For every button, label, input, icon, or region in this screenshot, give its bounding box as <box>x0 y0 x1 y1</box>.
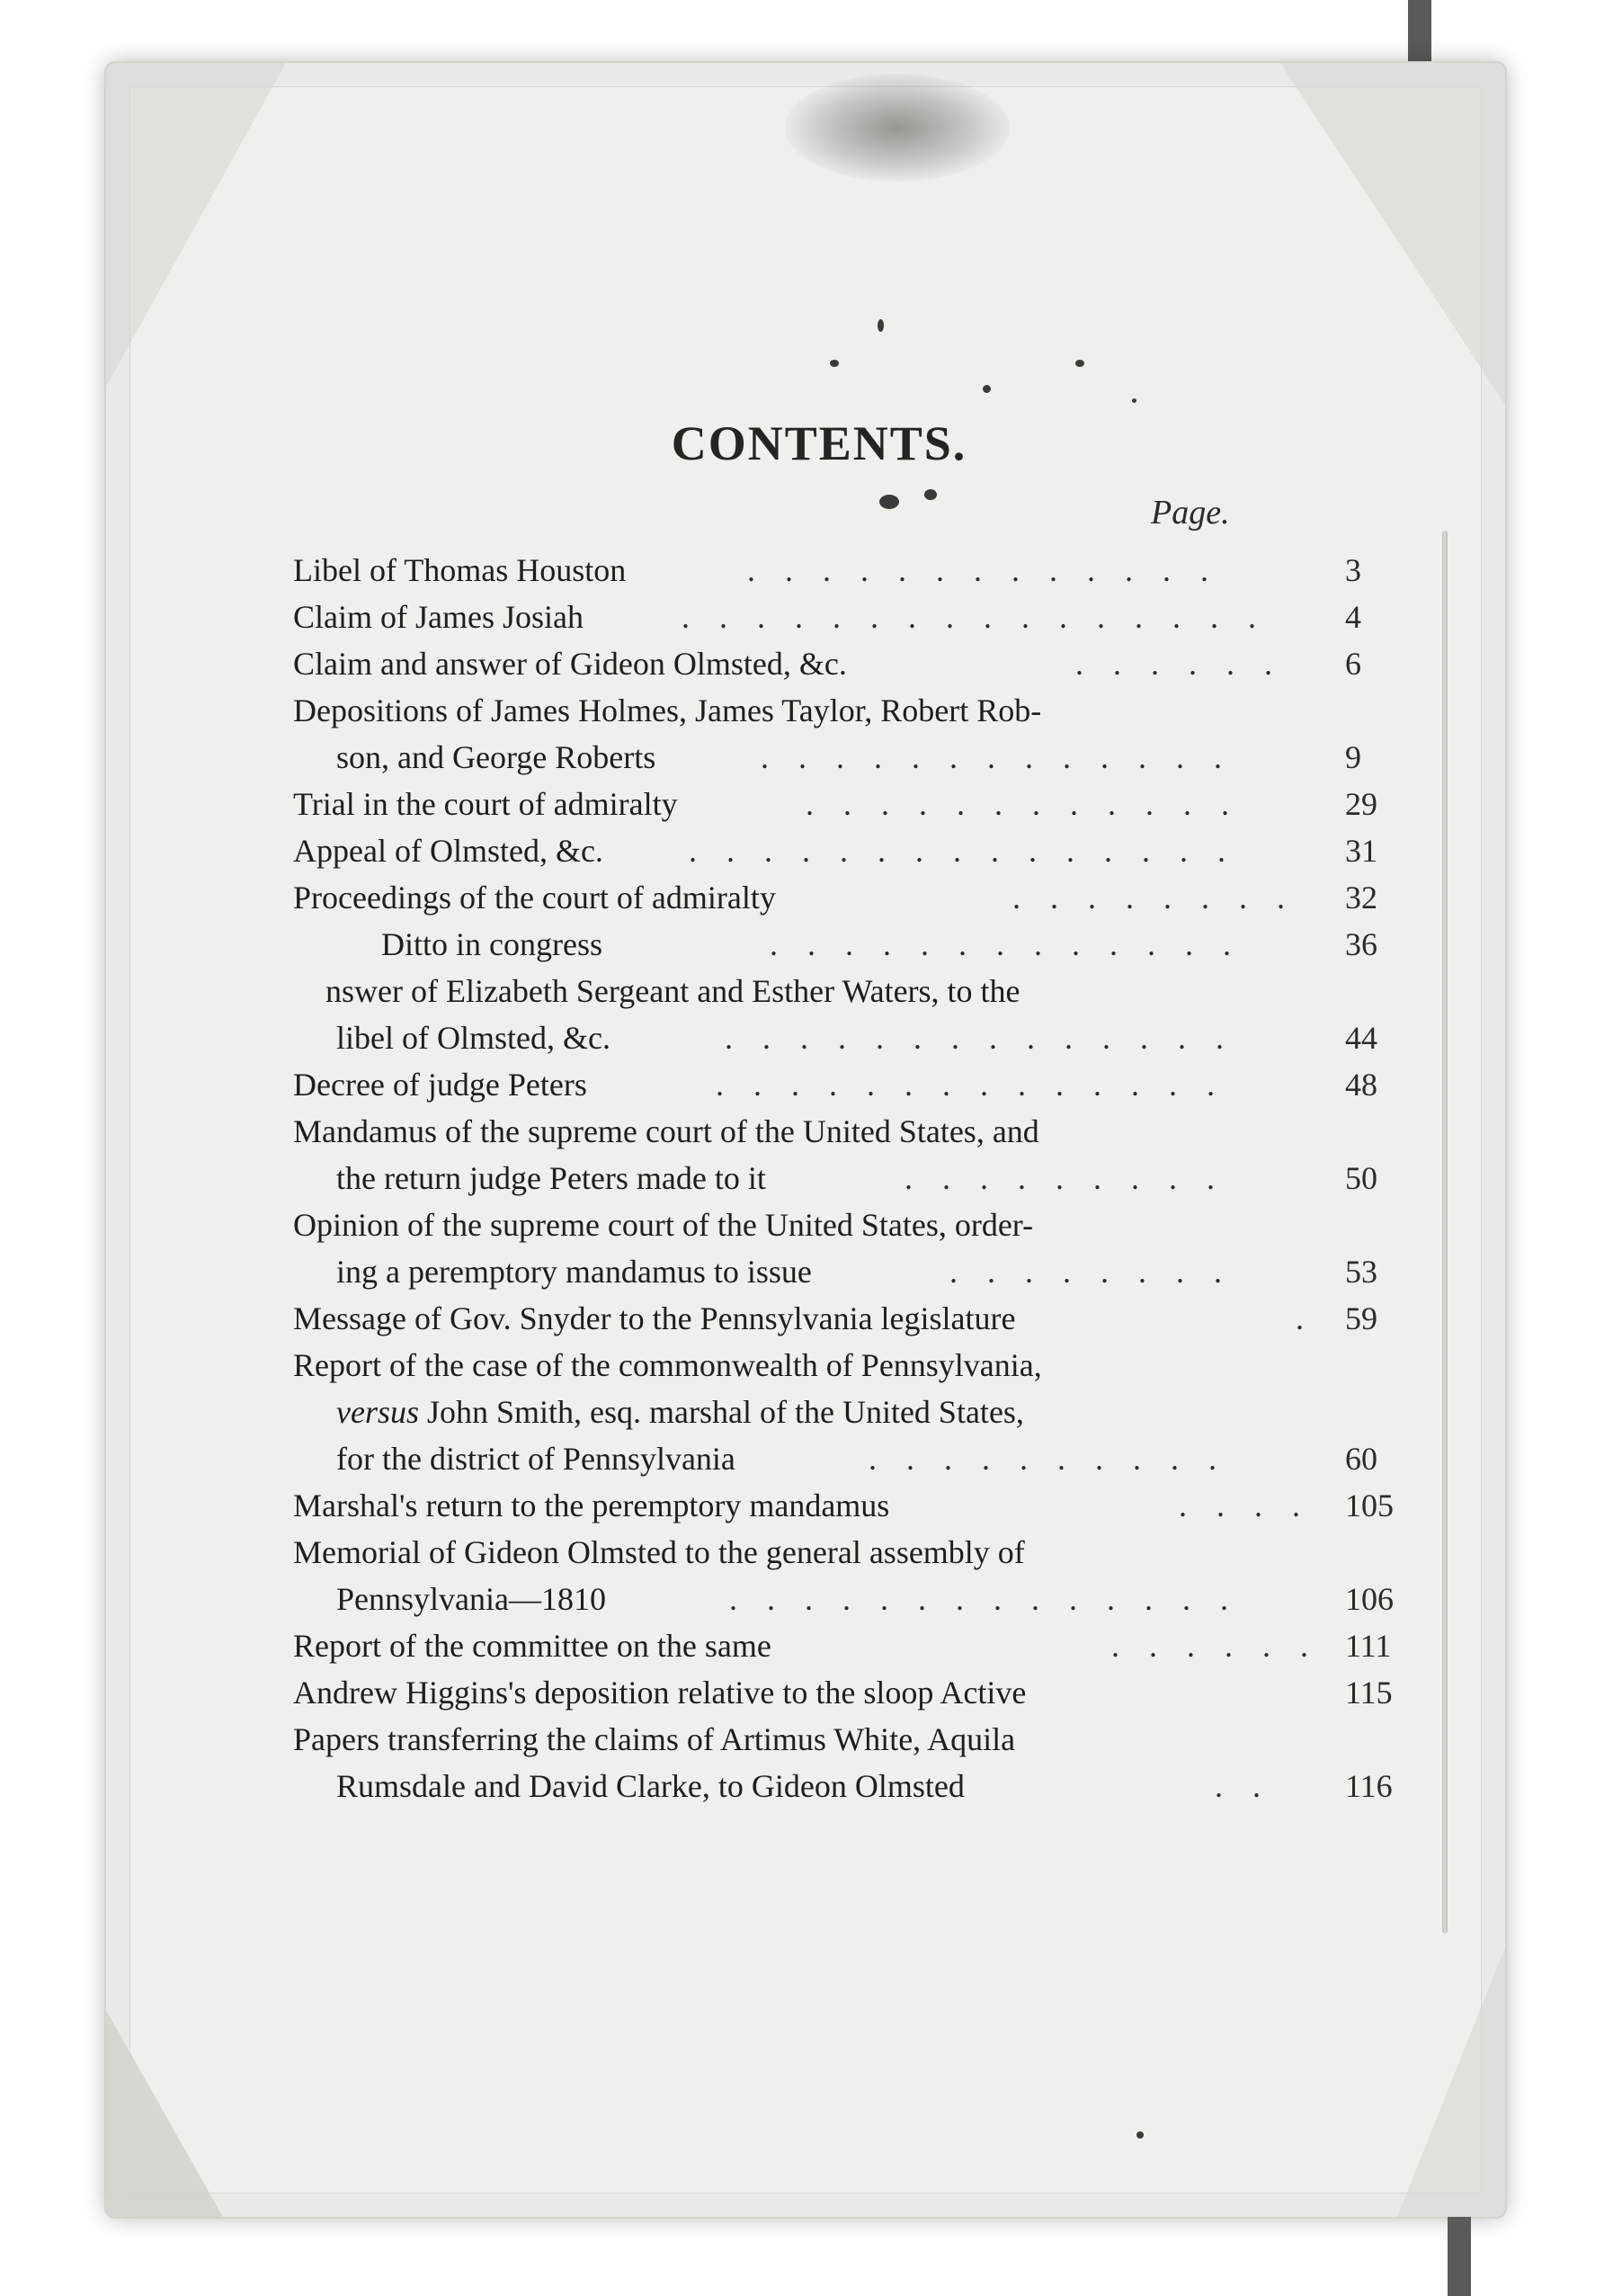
bookmark-ribbon-bottom <box>1448 2217 1471 2296</box>
toc-entry <box>293 1482 1408 1529</box>
toc-entry-page: 48 <box>1345 1067 1377 1103</box>
page-column-header: Page. <box>1151 494 1230 532</box>
leader-dots: . <box>1296 1300 1314 1336</box>
toc-entry <box>293 1014 1408 1061</box>
toc-entry-title: nswer of Elizabeth Sergeant and Esther Waters, to the <box>325 973 1020 1009</box>
corner-fold-bottom-left <box>106 2010 223 2217</box>
speck <box>983 385 991 393</box>
toc-entry-title: Message of Gov. Snyder to the Pennsylvania legislature <box>293 1300 1016 1336</box>
toc-entry-page: 32 <box>1345 880 1377 916</box>
leader-dots: . . . . <box>1179 1487 1311 1523</box>
toc-entry <box>293 687 1408 734</box>
leader-dots: . . . . . . . . . . . . . . . . <box>682 599 1267 635</box>
leader-dots: . . . . . . . . . . . . . <box>761 739 1233 775</box>
leader-dots: . . . . . . . . . . . . . . <box>729 1581 1239 1617</box>
leader-dots: . . . . . . . . . . . . . . <box>725 1020 1234 1056</box>
toc-entry <box>293 1155 1408 1202</box>
toc-entry-title: Marshal's return to the peremptory mandamus <box>293 1487 890 1523</box>
leader-dots: . . . . . . . . <box>1012 880 1296 916</box>
toc-entry-page: 36 <box>1345 926 1377 962</box>
toc-entry <box>293 1435 1408 1482</box>
toc-entry <box>293 1576 1408 1622</box>
ink-stain <box>785 74 1010 182</box>
toc-entry-page: 31 <box>1345 833 1377 869</box>
toc-entry <box>293 1108 1408 1155</box>
toc-entry-page: 29 <box>1345 786 1377 822</box>
leader-dots: . . <box>1215 1768 1271 1804</box>
toc-entry-title: Mandamus of the supreme court of the United States, and <box>293 1113 1039 1149</box>
toc-entry-page: 60 <box>1345 1441 1377 1477</box>
toc-entry <box>293 547 1408 594</box>
toc-entry-page: 106 <box>1345 1581 1394 1617</box>
toc-entry <box>293 1295 1408 1342</box>
corner-fold-top-left <box>106 63 286 387</box>
toc-entry <box>293 1622 1408 1669</box>
toc-entry-page: 9 <box>1345 739 1361 775</box>
table-of-contents <box>293 547 1408 1809</box>
toc-entry <box>293 1529 1408 1576</box>
toc-entry-title: Rumsdale and David Clarke, to Gideon Olmsted <box>336 1768 965 1804</box>
toc-entry-title: son, and George Roberts <box>336 739 656 775</box>
toc-entry-title: Ditto in congress <box>381 926 602 962</box>
toc-entry-page: 115 <box>1345 1675 1393 1711</box>
toc-entry <box>293 1716 1408 1763</box>
toc-entry-page: 111 <box>1345 1628 1392 1664</box>
toc-entry <box>293 734 1408 781</box>
leader-dots: . . . . . . . . . . . . . <box>770 926 1242 962</box>
toc-entry <box>293 1763 1408 1809</box>
leader-dots: . . . . . . . . . . . . . . . <box>689 833 1236 869</box>
toc-entry-title: Andrew Higgins's deposition relative to the sloop Active <box>293 1675 1027 1711</box>
leader-dots: . . . . . . . . . . <box>869 1441 1227 1477</box>
toc-entry <box>293 921 1408 968</box>
page-title: CONTENTS. <box>671 416 967 470</box>
toc-entry-page: 50 <box>1345 1160 1377 1196</box>
toc-entry <box>293 968 1408 1014</box>
toc-entry-page: 105 <box>1345 1487 1394 1523</box>
binding-edge <box>1442 531 1448 1934</box>
toc-entry-page: 44 <box>1345 1020 1377 1056</box>
toc-entry <box>293 827 1408 874</box>
leader-dots: . . . . . . . . . . . . . <box>747 552 1219 588</box>
toc-entry <box>293 1061 1408 1108</box>
italic-versus: versus <box>336 1394 419 1430</box>
toc-entry-title: libel of Olmsted, &c. <box>336 1020 610 1056</box>
corner-fold-bottom-right <box>1397 1947 1505 2217</box>
toc-entry-page: 6 <box>1345 646 1361 682</box>
toc-entry <box>293 1342 1408 1389</box>
toc-entry <box>293 874 1408 921</box>
bookmark-ribbon-top <box>1408 0 1431 72</box>
corner-fold-top-right <box>1280 63 1505 405</box>
speck <box>878 319 884 332</box>
toc-entry-page: 3 <box>1345 552 1361 588</box>
toc-entry <box>293 1669 1408 1716</box>
leader-dots: . . . . . . . . . . . . . . <box>716 1067 1225 1103</box>
leader-dots: . . . . . . <box>1111 1628 1319 1664</box>
toc-entry-page: 116 <box>1345 1768 1393 1804</box>
toc-entry-title: Trial in the court of admiralty <box>293 786 678 822</box>
toc-entry-page: 4 <box>1345 599 1361 635</box>
toc-entry-title-rest: John Smith, esq. marshal of the United States, <box>419 1394 1024 1430</box>
speck <box>1132 398 1136 403</box>
toc-entry-title: Pennsylvania—1810 <box>336 1581 606 1617</box>
speck <box>879 495 899 509</box>
toc-entry <box>293 781 1408 827</box>
toc-entry-title: Opinion of the supreme court of the United States, order- <box>293 1207 1034 1243</box>
toc-entry-title <box>336 1389 1024 1435</box>
toc-entry-title: Claim of James Josiah <box>293 599 584 635</box>
speck <box>1136 2131 1144 2139</box>
leader-dots: . . . . . . . . . . . . <box>806 786 1240 822</box>
toc-entry <box>293 594 1408 640</box>
toc-entry-title: Proceedings of the court of admiralty <box>293 880 776 916</box>
toc-entry <box>293 1248 1408 1295</box>
toc-entry <box>293 640 1408 687</box>
speck <box>830 360 839 367</box>
toc-entry-title: Memorial of Gideon Olmsted to the general assembly of <box>293 1534 1025 1570</box>
speck <box>924 489 937 500</box>
toc-entry-title: Papers transferring the claims of Artimus White, Aquila <box>293 1721 1016 1757</box>
toc-entry-title: Report of the case of the commonwealth of Pennsylvania, <box>293 1347 1042 1383</box>
book-page <box>106 63 1505 2217</box>
toc-entry-title: Decree of judge Peters <box>293 1067 587 1103</box>
toc-entry <box>293 1389 1408 1435</box>
toc-entry <box>293 1202 1408 1248</box>
toc-entry-title: for the district of Pennsylvania <box>336 1441 735 1477</box>
toc-entry-title: Appeal of Olmsted, &c. <box>293 833 603 869</box>
toc-entry-title: Report of the committee on the same <box>293 1628 771 1664</box>
toc-entry-title: the return judge Peters made to it <box>336 1160 766 1196</box>
toc-entry-page: 53 <box>1345 1254 1377 1290</box>
toc-entry-title: Claim and answer of Gideon Olmsted, &c. <box>293 646 847 682</box>
leader-dots: . . . . . . . . . <box>905 1160 1225 1196</box>
leader-dots: . . . . . . . . <box>949 1254 1233 1290</box>
toc-entry-page: 59 <box>1345 1300 1377 1336</box>
leader-dots: . . . . . . <box>1075 646 1283 682</box>
speck <box>1075 360 1084 367</box>
toc-entry-title: Depositions of James Holmes, James Taylor, Robert Rob- <box>293 692 1042 728</box>
toc-entry-title: ing a peremptory mandamus to issue <box>336 1254 812 1290</box>
toc-entry-title: Libel of Thomas Houston <box>293 552 627 588</box>
